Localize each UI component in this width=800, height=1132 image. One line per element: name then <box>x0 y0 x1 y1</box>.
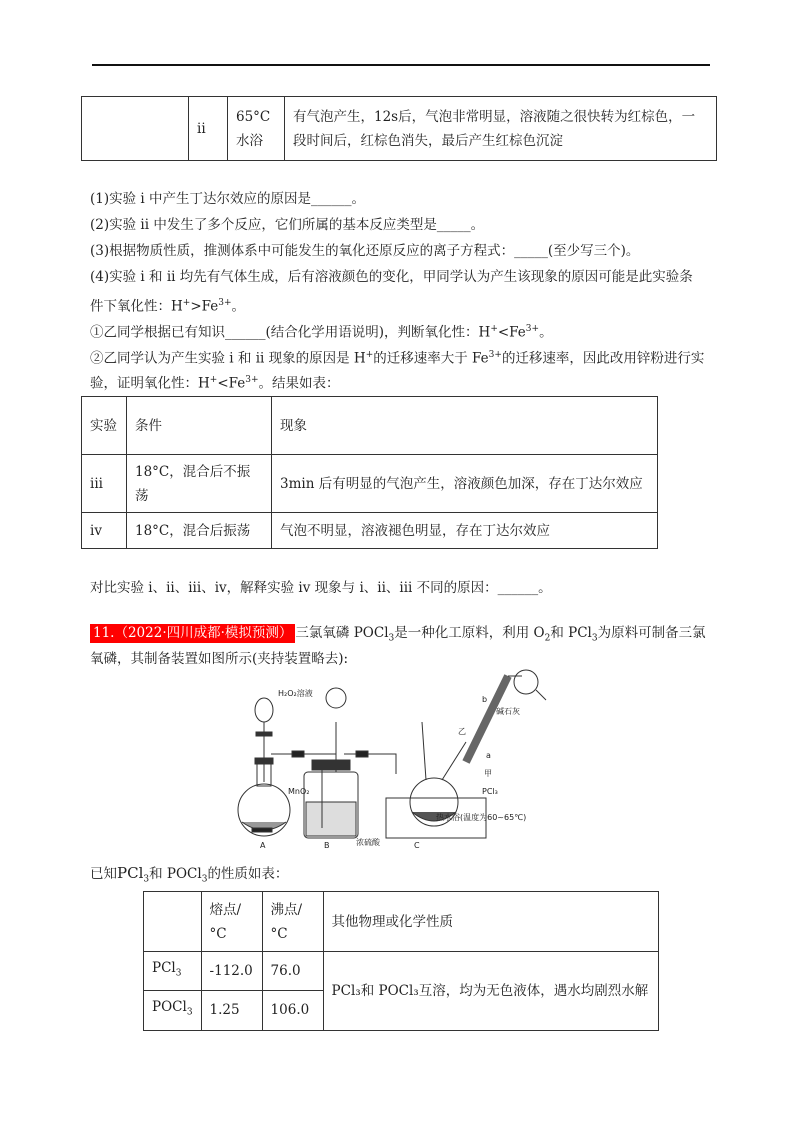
question-1: (1)实验 i 中产生丁达尔效应的原因是______。 <box>90 191 366 207</box>
header-cell <box>144 892 202 952</box>
question-3: (3)根据物质性质，推测体系中可能发生的氧化还原反应的离子方程式：_____(至少写三个)。 <box>90 243 640 259</box>
question-4-line1: (4)实验 i 和 ii 均先有气体生成，后有溶液颜色的变化，甲同学认为产生该现象的原因可能是此实验条 <box>90 269 693 285</box>
label-a-small: a <box>486 751 491 760</box>
label-soda-lime: 碱石灰 <box>496 707 520 716</box>
table-cell: 18°C，混合后不振荡 <box>127 455 272 513</box>
table-cell: ii <box>189 97 228 161</box>
table-cell: 106.0 <box>262 990 323 1030</box>
flask-c-side-neck <box>442 742 466 780</box>
table-cell: POCl$_3$ <box>144 990 202 1030</box>
tube-joint <box>356 751 368 757</box>
tube-b-c <box>344 754 396 774</box>
header-cell: 其他物理或化学性质 <box>323 892 658 952</box>
compare-question: 对比实验 i、ii、iii、iv，解释实验 iv 现象与 i、ii、iii 不同的原因：______。 <box>90 580 552 596</box>
bottle-b-stopper <box>312 760 350 770</box>
table-cell: 76.0 <box>262 952 323 991</box>
tube-joint <box>292 751 304 757</box>
dropping-funnel <box>255 698 273 722</box>
question-11-line2: 氧磷，其制备装置如图所示(夹持装置略去): <box>90 651 349 667</box>
table-cell: -112.0 <box>201 952 262 991</box>
bottle-b-liquid <box>306 802 356 836</box>
sub-question-2-line2: 验，证明氧化性：$H^+<Fe^{3+}$。结果如表： <box>90 375 340 392</box>
table-cell: 有气泡产生，12s后，气泡非常明显，溶液随之很快转为红棕色，一段时间后，红棕色消失，最后产生红棕色沉淀 <box>285 97 717 161</box>
table-row <box>82 513 658 549</box>
safety-bulb <box>326 688 346 708</box>
label-b: B <box>324 841 330 850</box>
table-row <box>82 455 658 513</box>
drying-tube <box>514 670 538 694</box>
label-conc-h2so4: 浓硫酸 <box>356 838 380 847</box>
condenser <box>466 676 508 762</box>
table-cell: PCl₃和 POCl₃互溶，均为无色液体，遇水均剧烈水解 <box>323 952 658 1031</box>
table-cell: 3min 后有明显的气泡产生，溶液颜色加深，存在丁达尔效应 <box>272 455 658 513</box>
table-row <box>144 952 659 991</box>
label-mno2: MnO₂ <box>288 787 310 796</box>
label-c: C <box>414 841 420 850</box>
table-cell: 1.25 <box>201 990 262 1030</box>
sub-question-2-line1: ②乙同学认为产生实验 i 和 ii 现象的原因是 H+的迁移速率大于 $Fe^{3+}$的迁移速率，因此改用锌粉进行实 <box>90 350 705 367</box>
experiment-table-continued <box>81 96 717 161</box>
label-bath: 热水浴(温度为60~65℃) <box>436 813 527 822</box>
zinc-experiment-table <box>81 396 658 549</box>
header-cell: 实验 <box>82 397 127 455</box>
properties-table <box>143 891 659 1031</box>
table-header-row <box>144 892 659 952</box>
header-cell: 沸点/°C <box>262 892 323 952</box>
apparatus-diagram <box>226 662 566 850</box>
question-11-line1: 11.（2022·四川成都·模拟预测） 三氯氧磷 POCl$_3$是一种化工原料，利用 $O_2$和 PCl$_3$为原料可制备三氯 <box>90 621 706 644</box>
question-2: (2)实验 ii 中发生了多个反应，它们所属的基本反应类型是_____。 <box>90 217 485 233</box>
known-properties-line: 已知PCl$_3$和 POCl$_3$的性质如表： <box>90 864 289 885</box>
table-row <box>82 97 717 161</box>
funnel-stopcock <box>256 732 272 736</box>
label-pcl3: PCl₃ <box>482 787 498 796</box>
label-yi: 乙 <box>458 727 466 736</box>
label-b-small: b <box>482 695 488 704</box>
thermometer <box>422 722 426 780</box>
header-cell: 现象 <box>272 397 658 455</box>
mno2-solid <box>252 828 272 832</box>
label-a: A <box>260 841 266 850</box>
table-cell: iv <box>82 513 127 549</box>
header-rule <box>92 64 710 66</box>
label-jia: 甲 <box>484 769 492 778</box>
drying-tube-stem <box>536 690 546 700</box>
sub-question-1: ①乙同学根据已有知识______(结合化学用语说明)，判断氧化性：$H^+<Fe^{3+}$。 <box>90 324 553 341</box>
table-cell: iii <box>82 455 127 513</box>
table-cell <box>82 97 189 161</box>
question-4-line2: 件下氧化性：$H^+>Fe^{3+}$。 <box>90 298 246 315</box>
question-11-tag[interactable]: 11.（2022·四川成都·模拟预测） <box>90 624 295 643</box>
table-cell: PCl$_3$ <box>144 952 202 991</box>
header-cell: 熔点/°C <box>201 892 262 952</box>
table-cell: 65°C水浴 <box>228 97 285 161</box>
table-cell: 18°C，混合后振荡 <box>127 513 272 549</box>
label-h2o2: H₂O₂溶液 <box>278 689 313 698</box>
header-cell: 条件 <box>127 397 272 455</box>
table-cell: 气泡不明显，溶液褪色明显，存在丁达尔效应 <box>272 513 658 549</box>
table-header-row <box>82 397 658 455</box>
